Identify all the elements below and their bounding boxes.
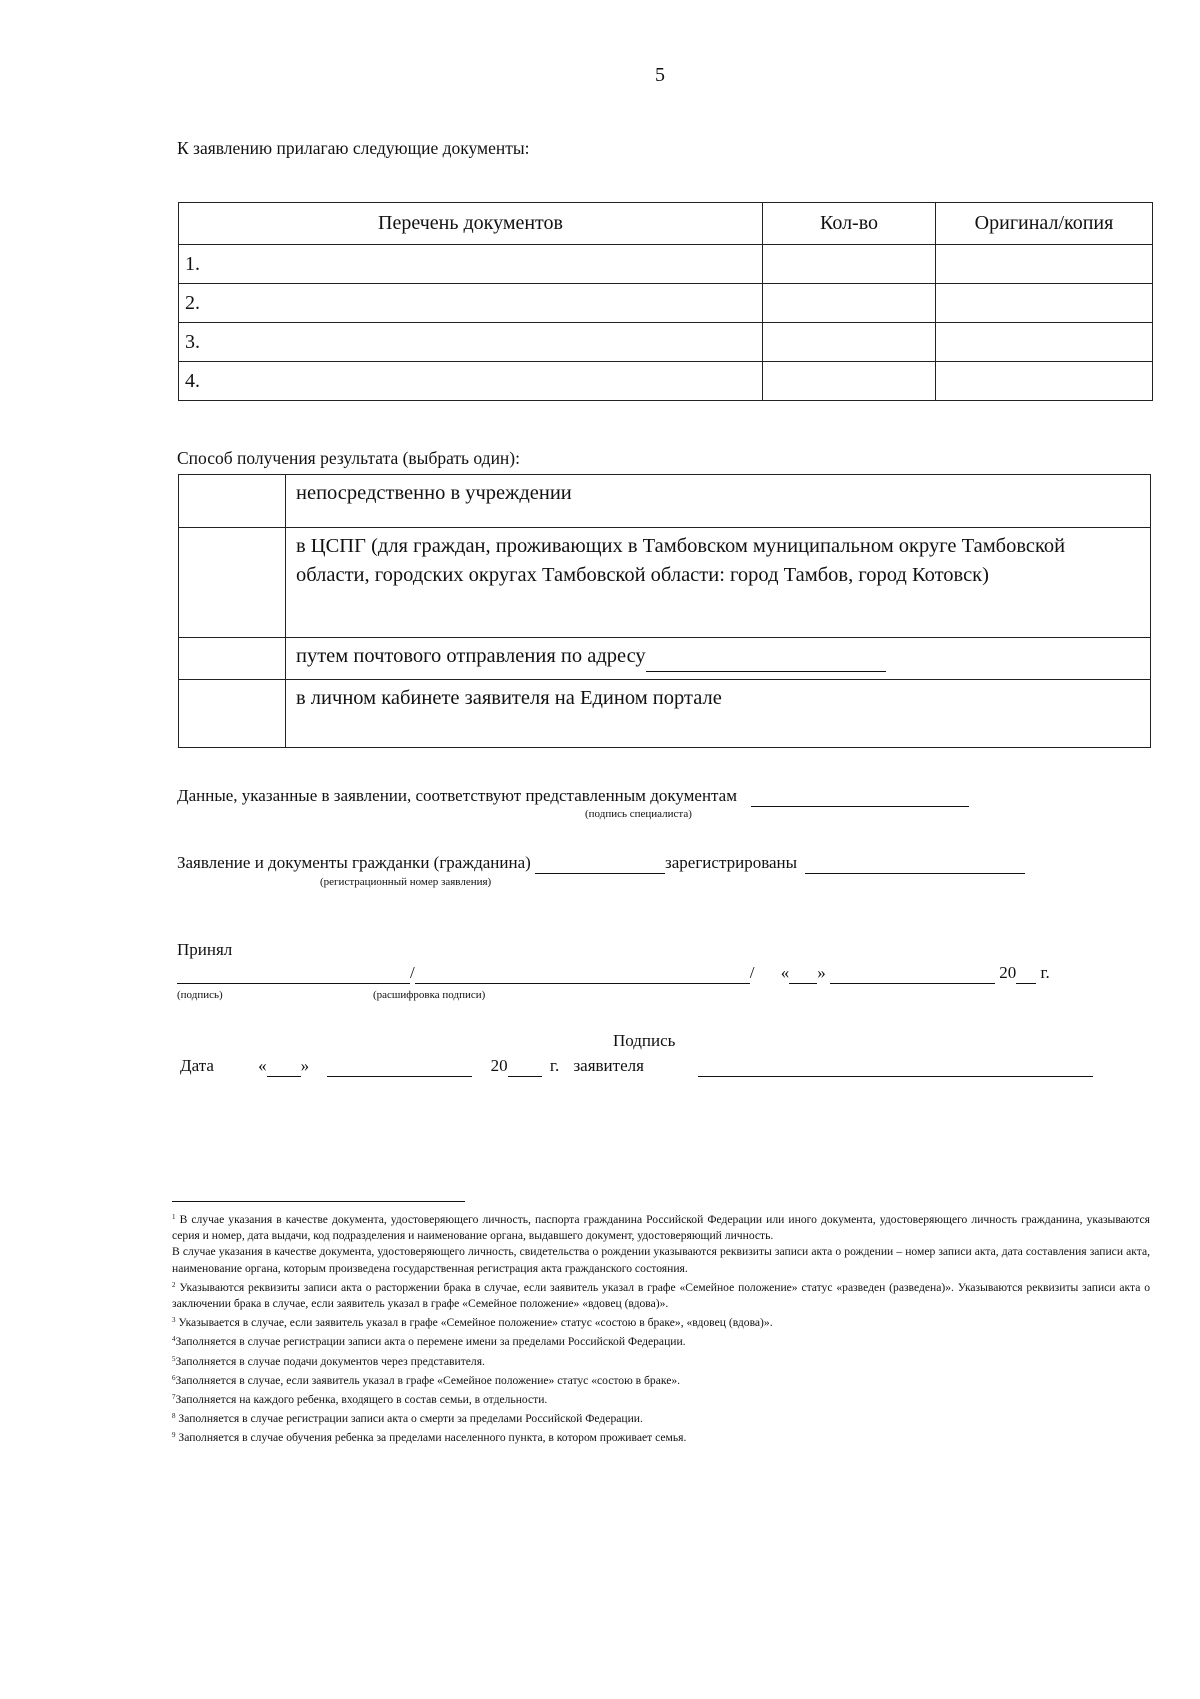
method-option-post [286, 638, 1151, 680]
accepted-signature-row [177, 963, 1050, 984]
specialist-signature-field[interactable] [751, 786, 969, 807]
accepted-decoding-field[interactable] [415, 963, 750, 984]
date-month-field[interactable] [327, 1056, 472, 1077]
footnote-3: $^3$ Указывается в случае, если заявитель указал в графе «Семейное положение» статус «состою в браке», «вдовец (вдова)». [172, 1316, 773, 1330]
accepted-decoding-caption: (расшифровка подписи) [373, 989, 486, 1001]
accepted-year-suffix: г. [1040, 963, 1050, 982]
accepted-signature-caption: (подпись) [177, 989, 223, 1001]
header-documents-list: Перечень документов [179, 203, 763, 245]
registration-text-before: Заявление и документы гражданки (гражданина) [177, 853, 531, 872]
original-copy-cell[interactable] [936, 245, 1153, 284]
applicant-signature-field[interactable] [698, 1056, 1093, 1077]
accepted-slash: / [749, 963, 755, 982]
footnote-4: $^4$Заполняется в случае регистрации записи акта о перемене имени за пределами Российской Федерации. [172, 1335, 686, 1349]
footnote-2: $^2$ Указываются реквизиты записи акта о расторжении брака в случае, если заявитель указал в графе «Семейное положение» статус «разведен (разведена)». Указываются реквизиты записи акта о заключении брака в случае, если заявитель указал в графе «Семейное положение» «вдовец (вдова)». [172, 1280, 1150, 1311]
footnote-5: $^5$Заполняется в случае подачи документов через представителя. [172, 1354, 485, 1368]
registration-date-field[interactable] [805, 853, 1025, 874]
footnote-9: $^9$ Заполняется в случае обучения ребенка за пределами населенного пункта, в котором проживает семья. [172, 1431, 687, 1445]
method-table [178, 474, 1151, 748]
method-option-row [179, 475, 1151, 528]
postal-address-field[interactable] [646, 642, 886, 672]
method-title: Способ получения результата (выбрать один): [177, 448, 520, 468]
footnote-1b: В случае указания в качестве документа, удостоверяющего личность, свидетельства о рождении указываются реквизиты записи акта о рождении – номер записи акта, дата составления записи акта, наименование органа, которым произведена государственная регистрация акта гражданского состояния. [172, 1245, 1150, 1275]
page-number: 5 [655, 64, 665, 86]
footnote-8: $^8$ Заполняется в случае регистрации записи акта о смерти за пределами Российской Федерации. [172, 1412, 643, 1426]
quantity-cell[interactable] [763, 362, 936, 401]
date-year-field[interactable] [508, 1056, 542, 1077]
accepted-day-field[interactable] [789, 963, 817, 984]
table-row [179, 284, 1153, 323]
attachments-intro: К заявлению прилагаю следующие документы: [177, 138, 530, 158]
footnote-divider [172, 1201, 465, 1202]
table-row [179, 245, 1153, 284]
header-original-copy: Оригинал/копия [936, 203, 1153, 245]
accepted-year-field[interactable] [1016, 963, 1036, 984]
registration-number-caption: (регистрационный номер заявления) [320, 876, 492, 888]
footnote-7: $^7$Заполняется на каждого ребенка, входящего в состав семьи, в отдельности. [172, 1393, 548, 1407]
attachments-table [178, 202, 1153, 401]
accepted-signature-field[interactable] [177, 963, 410, 984]
registration-statement [177, 853, 1025, 874]
applicant-signature-label-2: заявителя [573, 1056, 644, 1075]
accepted-label: Принял [177, 940, 233, 959]
quantity-cell[interactable] [763, 245, 936, 284]
verification-statement [177, 786, 969, 807]
row-number: 3. [179, 323, 763, 362]
method-checkbox[interactable] [179, 638, 286, 680]
original-copy-cell[interactable] [936, 284, 1153, 323]
quantity-cell[interactable] [763, 284, 936, 323]
registration-number-field[interactable] [535, 853, 665, 874]
footnotes [172, 1209, 1150, 1447]
header-quantity: Кол-во [763, 203, 936, 245]
method-option-label: в ЦСПГ (для граждан, проживающих в Тамбовском муниципальном округе Тамбовской области, городских округах Тамбовской области: город Тамбов, город Котовск) [286, 528, 1151, 638]
quantity-cell[interactable] [763, 323, 936, 362]
date-row [180, 1056, 1093, 1077]
footnote-1: $^1$ В случае указания в качестве документа, удостоверяющего личность, паспорта гражданина Российской Федерации или иного документа, удостоверяющего личность гражданина, указываются серия и номер, дата выдачи, код подразделения и наименование органа, выдавшего документ, удостоверяющий личность. [172, 1213, 1150, 1243]
footnote-6: $^6$Заполняется в случае, если заявитель указал в графе «Семейное положение» статус «состою в браке». [172, 1373, 681, 1387]
date-open-quote: « [258, 1056, 267, 1075]
accepted-month-field[interactable] [830, 963, 995, 984]
method-option-row [179, 680, 1151, 748]
method-option-label: непосредственно в учреждении [286, 475, 1151, 528]
row-number: 4. [179, 362, 763, 401]
date-label: Дата [180, 1056, 214, 1075]
table-row [179, 323, 1153, 362]
method-option-label: в личном кабинете заявителя на Едином портале [286, 680, 1151, 748]
date-day-field[interactable] [267, 1056, 301, 1077]
method-option-row [179, 638, 1151, 680]
original-copy-cell[interactable] [936, 323, 1153, 362]
method-checkbox[interactable] [179, 475, 286, 528]
method-option-label: путем почтового отправления по адресу [296, 645, 646, 667]
row-number: 2. [179, 284, 763, 323]
method-option-row [179, 528, 1151, 638]
date-year-suffix: г. [549, 1056, 560, 1075]
method-checkbox[interactable] [179, 680, 286, 748]
original-copy-cell[interactable] [936, 362, 1153, 401]
accepted-year-prefix: 20 [999, 963, 1017, 982]
registration-text-after: зарегистрированы [665, 853, 798, 872]
specialist-signature-caption: (подпись специалиста) [585, 808, 692, 820]
accepted-date-close-quote: » [817, 963, 826, 982]
applicant-signature-label-1: Подпись [613, 1031, 676, 1050]
table-row [179, 362, 1153, 401]
accepted-slash: / [410, 963, 415, 982]
accepted-date-open-quote: « [780, 963, 790, 982]
date-close-quote: » [300, 1056, 310, 1075]
row-number: 1. [179, 245, 763, 284]
date-year-prefix: 20 [490, 1056, 508, 1075]
attachments-header-row [179, 203, 1153, 245]
method-checkbox[interactable] [179, 528, 286, 638]
verification-text: Данные, указанные в заявлении, соответствуют представленным документам [177, 786, 737, 805]
